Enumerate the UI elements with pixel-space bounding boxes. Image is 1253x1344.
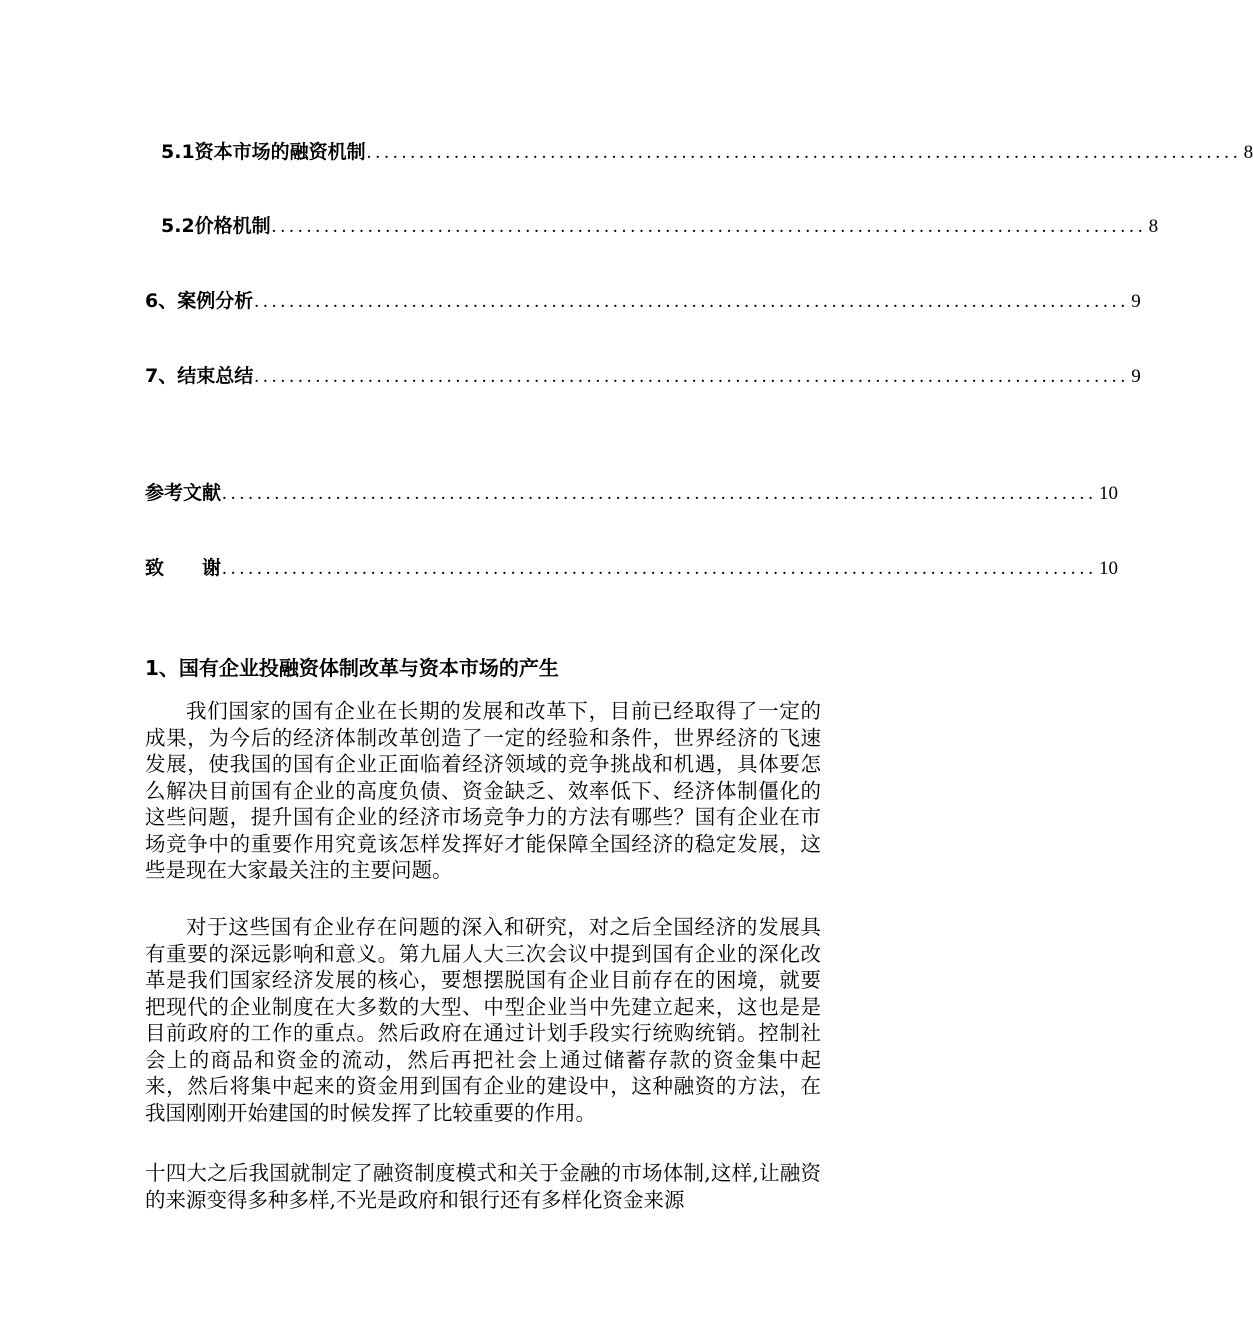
toc-entry[interactable] (145, 556, 1119, 581)
toc-entry[interactable] (145, 481, 1119, 506)
toc-entry-page: 9 (1131, 366, 1141, 387)
toc-entry-page: 10 (1099, 558, 1119, 579)
toc-leader-dots: .................................................................................................... (254, 291, 1130, 312)
toc-leader-dots: .................................................................................................... (254, 366, 1130, 387)
toc-entry-label: 致 谢 (145, 557, 222, 579)
toc-entry[interactable] (145, 289, 1141, 314)
section-heading: 1、国有企业投融资体制改革与资本市场的产生 (145, 656, 559, 680)
body-paragraph: 我们国家的国有企业在长期的发展和改革下，目前已经取得了一定的成果，为今后的经济体制改革创造了一定的经验和条件，世界经济的飞速发展，使我国的国有企业正面临着经济领域的竞争挑战和机遇，具体要怎么解决目前国有企业的高度负债、资金缺乏、效率低下、经济体制僵化的这些问题，提升国有企业的经济市场竞争力的方法有哪些？国有企业在市场竞争中的重要作用究竟该怎样发挥好才能保障全国经济的稳定发展，这些是现在大家最关注的主要问题。 (145, 699, 821, 882)
toc-entry-page: 8 (1243, 142, 1253, 163)
toc-entry-label: 参考文献 (145, 482, 222, 504)
toc-entry[interactable] (161, 214, 1159, 239)
toc-entry[interactable] (145, 364, 1141, 389)
toc-entry-label: 5.2价格机制 (161, 215, 271, 237)
body-paragraph: 对于这些国有企业存在问题的深入和研究，对之后全国经济的发展具有重要的深远影响和意义。第九届人大三次会议中提到国有企业的深化改革是我们国家经济发展的核心，要想摆脱国有企业目前存在的困境，就要把现代的企业制度在大多数的大型、中型企业当中先建立起来，这也是是目前政府的工作的重点。然后政府在通过计划手段实行统购统销。控制社会上的商品和资金的流动，然后再把社会上通过储蓄存款的资金集中起来，然后将集中起来的资金用到国有企业的建设中，这种融资的方法，在我国刚刚开始建国的时候发挥了比较重要的作用。 (145, 915, 821, 1125)
toc-entry-label: 6、案例分析 (145, 290, 254, 312)
toc-entry-page: 10 (1099, 483, 1119, 504)
toc-entry-page: 8 (1148, 216, 1159, 237)
toc-leader-dots: .................................................................................................... (222, 558, 1098, 579)
toc-entry-page: 9 (1131, 291, 1141, 312)
body-paragraph: 十四大之后我国就制定了融资制度模式和关于金融的市场体制,这样,让融资的来源变得多种多样,不光是政府和银行还有多样化资金来源 (145, 1161, 821, 1212)
toc-leader-dots: .................................................................................................... (366, 142, 1242, 163)
toc-leader-dots: .................................................................................................... (271, 216, 1147, 237)
toc-entry[interactable] (161, 140, 1253, 165)
toc-entry-label: 7、结束总结 (145, 365, 254, 387)
toc-leader-dots: .................................................................................................... (222, 483, 1098, 504)
toc-entry-label: 5.1资本市场的融资机制 (161, 141, 366, 163)
